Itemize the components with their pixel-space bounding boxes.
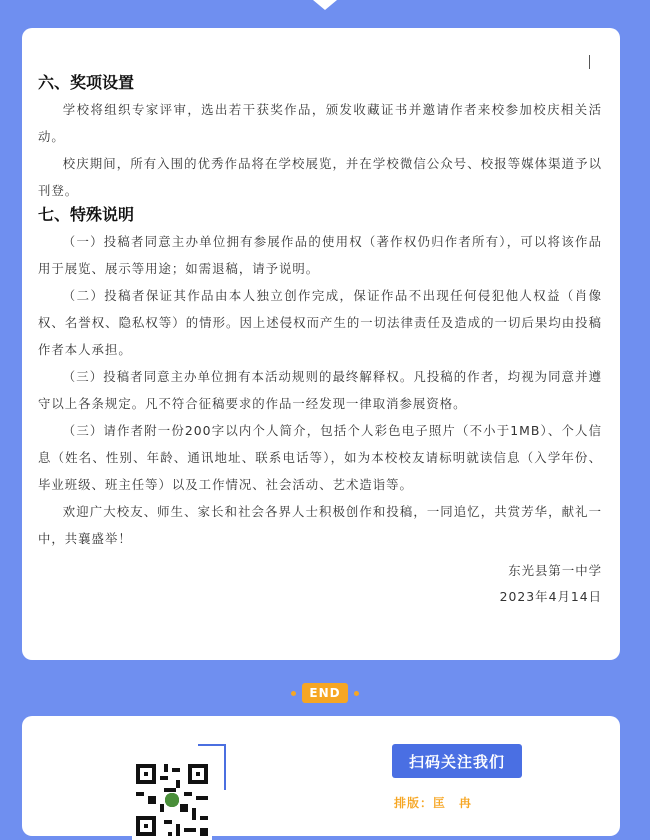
paragraph: 校庆期间，所有入围的优秀作品将在学校展览，并在学校微信公众号、校报等媒体渠道予以刊登。 (38, 156, 602, 198)
paragraph: （三）投稿者同意主办单位拥有本活动规则的最终解释权。凡投稿的作者，均视为同意并遵守以上各条规定。凡不符合征稿要求的作品一经发现一律取消参展资格。 (38, 369, 602, 411)
section-awards (38, 72, 602, 204)
top-notch (313, 0, 337, 10)
article-card (22, 28, 620, 660)
editor-credit: 排版：匡 冉 (394, 796, 473, 810)
paragraph: （三）请作者附一份200字以内个人简介，包括个人彩色电子照片（不小于1MB）、个人信息（姓名、性别、年龄、通讯地址、联系电话等），如为本校校友请标明就读信息（入学年份、毕业班级、班主任等）以及工作情况、社会活动、艺术造诣等。 (38, 423, 602, 492)
follow-us-button[interactable]: 扫码关注我们 (392, 744, 522, 778)
paragraph: 欢迎广大校友、师生、家长和社会各界人士积极创作和投稿，一同追忆，共赏芳华，献礼一中，共襄盛举！ (38, 504, 602, 546)
section-special-notes (38, 204, 602, 552)
section-title: 七、特殊说明 (38, 205, 135, 224)
paragraph: （一）投稿者同意主办单位拥有参展作品的使用权（著作权仍归作者所有），可以将该作品用于展览、展示等用途；如需退稿，请予说明。 (38, 234, 602, 276)
footer-card (22, 716, 620, 836)
end-badge: END (302, 683, 347, 703)
paragraph: （二）投稿者保证其作品由本人独立创作完成，保证作品不出现任何侵犯他人权益（肖像权、名誉权、隐私权等）的情形。因上述侵权而产生的一切法律责任及造成的一切后果均由投稿作者本人承担。 (38, 288, 602, 357)
dot-icon (291, 691, 296, 696)
paragraph: 学校将组织专家评审，选出若干获奖作品，颁发收藏证书并邀请作者来校参加校庆相关活动。 (38, 102, 602, 144)
qr-code-icon[interactable] (132, 760, 212, 840)
section-title: 六、奖项设置 (38, 73, 135, 92)
end-divider (0, 680, 650, 706)
dot-icon (354, 691, 359, 696)
signature-org: 东光县第一中学 (508, 563, 602, 578)
text-cursor (589, 55, 590, 69)
signature-date: 2023年4月14日 (499, 589, 602, 604)
